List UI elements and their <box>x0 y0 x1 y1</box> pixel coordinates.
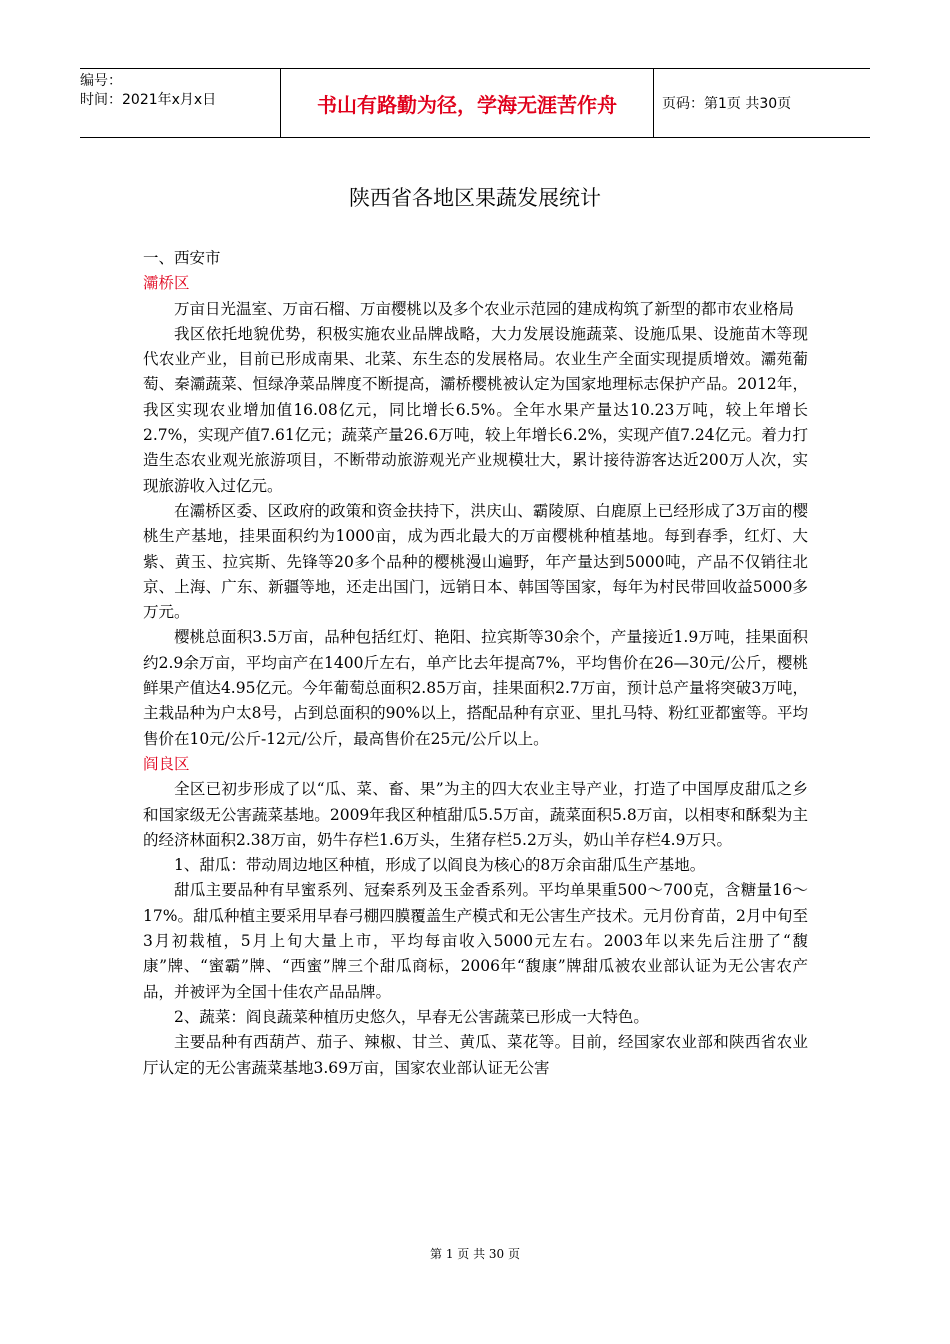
paragraph: 全区已初步形成了以“瓜、菜、畜、果”为主的四大农业主导产业，打造了中国厚皮甜瓜之乡和国家级无公害蔬菜基地。2009年我区种植甜瓜5.5万亩，蔬菜面积5.8万亩，以相枣和酥梨为主的经济林面积2.38万亩，奶牛存栏1.6万头，生猪存栏5.2万头，奶山羊存栏4.9万只。 <box>143 780 808 849</box>
header-page-info: 页码：第1页 共30页 <box>662 96 792 112</box>
paragraph: 2、蔬菜：阎良蔬菜种植历史悠久，早春无公害蔬菜已形成一大特色。 <box>174 1007 649 1026</box>
page-header <box>80 68 870 138</box>
number-label: 编号： <box>80 73 122 89</box>
paragraph: 在灞桥区委、区政府的政策和资金扶持下，洪庆山、霸陵原、白鹿原上已经形成了3万亩的樱桃生产基地，挂果面积约为1000亩，成为西北最大的万亩樱桃种植基地。每到春季，红灯、大紫、黄玉、拉宾斯、先锋等20多个品种的樱桃漫山遍野，年产量达到5000吨，产品不仅销往北京、上海、广东、新疆等地，还走出国门，远销日本、韩国等国家，每年为村民带回收益5000多万元。 <box>143 501 808 622</box>
header-meta <box>80 69 280 137</box>
paragraph: 1、甜瓜：带动周边地区种植，形成了以阎良为核心的8万余亩甜瓜生产基地。 <box>174 856 706 875</box>
district-heading-yanliang: 阎良区 <box>143 754 190 773</box>
page-footer: 第 1 页 共 30 页 <box>430 1247 520 1261</box>
header-motto: 书山有路勤为径，学海无涯苦作舟 <box>280 69 654 137</box>
date-line: 时间：2021年x月x日 <box>80 92 217 108</box>
district-heading-baqiao: 灞桥区 <box>143 274 190 293</box>
paragraph: 甜瓜主要品种有早蜜系列、冠秦系列及玉金香系列。平均单果重500～700克，含糖量16～17%。甜瓜种植主要采用早春弓棚四膜覆盖生产模式和无公害生产技术。元月份育苗，2月中旬至3月初栽植，5月上旬大量上市，平均每亩收入5000元左右。2003年以来先后注册了“馥康”牌、“蜜霸”牌、“西蜜”牌三个甜瓜商标，2006年“馥康”牌甜瓜被农业部认证为无公害农产品，并被评为全国十佳农产品品牌。 <box>143 881 808 1001</box>
paragraph: 樱桃总面积3.5万亩，品种包括红灯、艳阳、拉宾斯等30余个，产量接近1.9万吨，挂果面积约2.9余万亩，平均亩产在1400斤左右，单产比去年提高7%，平均售价在26—30元/公斤，樱桃鲜果产值达4.95亿元。今年葡萄总面积2.85万亩，挂果面积2.7万亩，预计总产量将突破3万吨，主栽品种为户太8号，占到总面积的90%以上，搭配品种有京亚、里扎马特、粉红亚都蜜等。平均售价在10元/公斤-12元/公斤，最高售价在25元/公斤以上。 <box>143 628 808 748</box>
paragraph: 我区依托地貌优势，积极实施农业品牌战略，大力发展设施蔬菜、设施瓜果、设施苗木等现代农业产业，目前已形成南果、北菜、东生态的发展格局。农业生产全面实现提质增效。灞苑葡萄、秦灞蔬菜、恒绿净菜品牌度不断提高，灞桥樱桃被认定为国家地理标志保护产品。2012年，我区实现农业增加值16.08亿元，同比增长6.5%。全年水果产量达10.23万吨，较上年增长2.7%，实现产值7.61亿元；蔬菜产量26.6万吨，较上年增长6.2%，实现产值7.24亿元。着力打造生态农业观光旅游项目，不断带动旅游观光产业规模壮大，累计接待游客达近200万人次，实现旅游收入过亿元。 <box>143 324 808 495</box>
paragraph: 万亩日光温室、万亩石榴、万亩樱桃以及多个农业示范园的建成构筑了新型的都市农业格局 <box>174 299 795 318</box>
section-heading: 一、西安市 <box>143 249 221 267</box>
paragraph: 主要品种有西葫芦、茄子、辣椒、甘兰、黄瓜、菜花等。目前，经国家农业部和陕西省农业厅认定的无公害蔬菜基地3.69万亩，国家农业部认证无公害 <box>143 1033 808 1077</box>
document-body <box>143 246 808 1081</box>
document-title: 陕西省各地区果蔬发展统计 <box>349 186 601 210</box>
